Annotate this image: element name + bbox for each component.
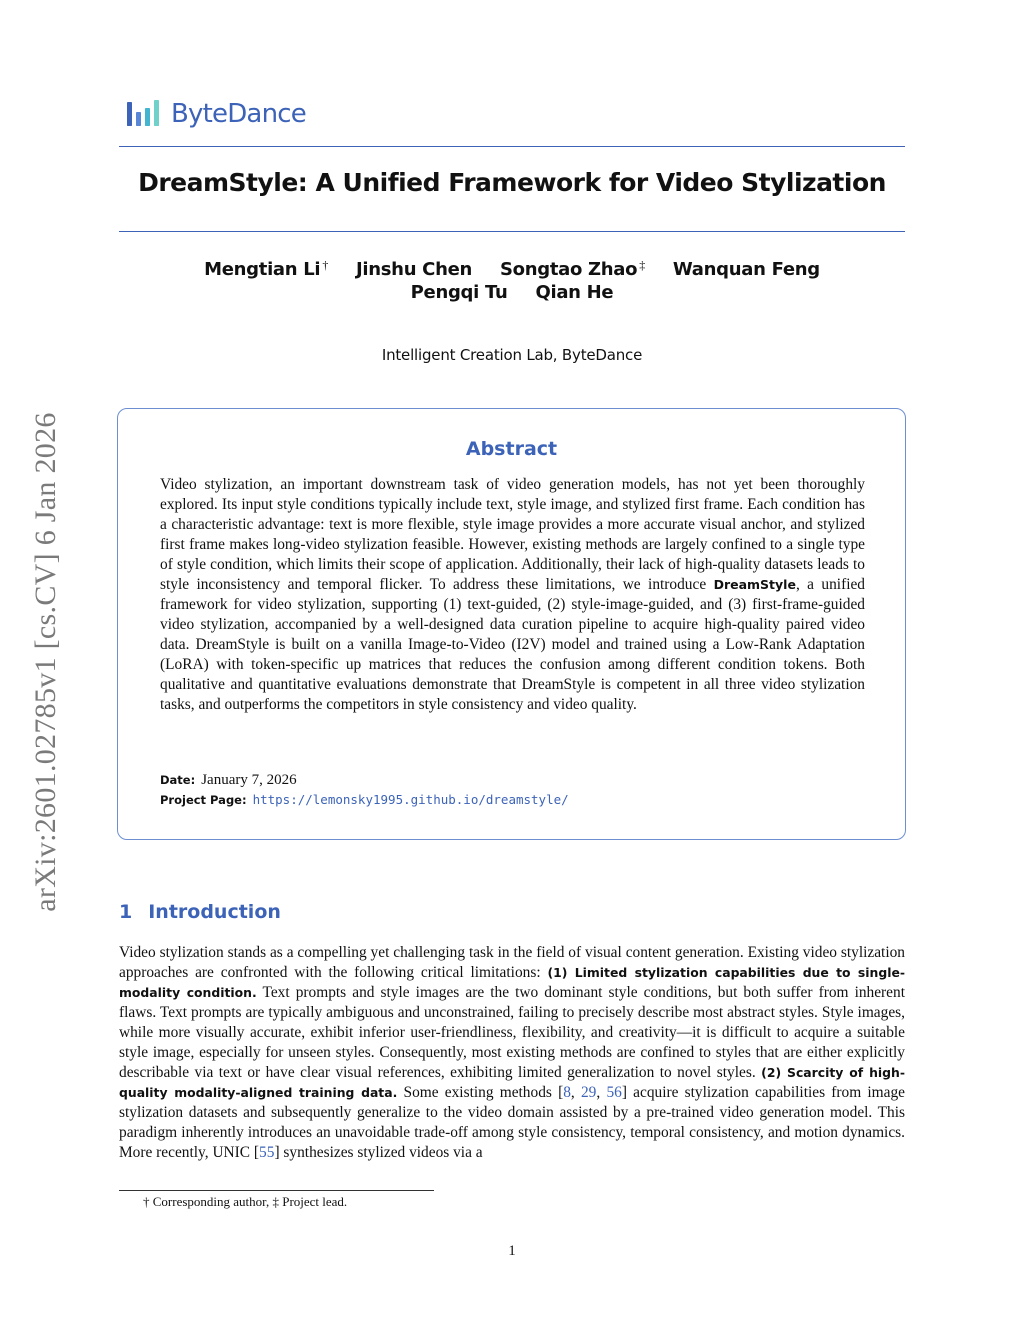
date-label: Date: <box>160 773 196 787</box>
introduction-text: Video stylization stands as a compelling yet challenging task in the field of visual content generation. Existing video stylization approaches are confronted with the following critical limitations: (1) Limited stylization capabilities due to single-modality condition. Text prompts and style images are the two dominant style conditions, but both suffer from inherent flaws. Text prompts are typically ambiguous and unconstrained, failing to precisely describe most abstract styles. Style images, while more visually accurate, exhibit inferior user-friendliness, flexibility, and creativity—it is difficult to acquire a suitable style image, especially for unseen styles. Consequently, most existing methods are confined to styles that are either explicitly describable via text or have clear visual references, exhibiting limited generalization to novel styles. (2) Scarcity of high-quality modality-aligned training data. Some existing methods [8, 29, 56] acquire stylization capabilities from image stylization datasets and subsequently generalize to the video domain assisted by a pre-trained video generation model. This paradigm inherently introduces an unavoidable trade-off among style consistency, temporal consistency, and motion dynamics. More recently, UNIC [55] synthesizes stylized videos via a <box>119 944 905 1161</box>
date-row <box>160 772 297 789</box>
arxiv-identifier-text: arXiv:2601.02785v1 [cs.CV] 6 Jan 2026 <box>29 412 62 912</box>
author: Pengqi Tu <box>410 282 508 303</box>
limitation-1-keyword: (1) Limited stylization capabilities due to single-modality condition. <box>119 965 905 1000</box>
bytedance-logo-text: ByteDance <box>171 99 306 129</box>
author: Qian He <box>535 282 614 303</box>
author: Wanquan Feng <box>672 259 820 280</box>
project-page-label: Project Page: <box>160 793 247 807</box>
citation-link[interactable]: 29 <box>580 1084 597 1101</box>
author-line-2 <box>119 282 905 303</box>
limitation-2-keyword: (2) Scarcity of high-quality modality-aligned training data. <box>119 1065 905 1100</box>
affiliation: Intelligent Creation Lab, ByteDance <box>381 346 643 364</box>
author: Mengtian Li † <box>204 258 329 280</box>
header-rule-bottom <box>119 231 905 232</box>
page-number: 1 <box>508 1243 516 1259</box>
author: Jinshu Chen <box>355 259 473 280</box>
citation-link[interactable]: 55 <box>259 1144 275 1161</box>
bytedance-logo-icon <box>127 99 163 129</box>
bytedance-logo <box>127 98 306 130</box>
abstract-text: Video stylization, an important downstream task of video generation models, has not yet been thoroughly explored. Its input style conditions typically include text, style image, and stylized first frame. Each condition has a characteristic advantage: text is more flexible, style image provides a more accurate visual anchor, and stylized first frame makes long-video stylization feasible. However, existing methods are largely confined to a single type of style condition, which limits their scope of application. Additionally, their lack of high-quality datasets leads to style inconsistency and temporal flicker. To address these limitations, we introduce DreamStyle, a unified framework for video stylization, supporting (1) text-guided, (2) style-image-guided, and (3) first-frame-guided video stylization, accompanied by a well-designed data curation pipeline to acquire high-quality paired video data. DreamStyle is built on a vanilla Image-to-Video (I2V) model and trained using a Low-Rank Adaptation (LoRA) with token-specific up matrices that reduces the confusion among different condition tokens. Both qualitative and quantitative evaluations demonstrate that DreamStyle is competent in all three video stylization tasks, and outperforms the competitors in style consistency and video quality. <box>160 476 866 713</box>
author: Songtao Zhao ‡ <box>500 258 645 280</box>
paper-title: DreamStyle: A Unified Framework for Video Stylization <box>138 168 886 197</box>
section-title: Introduction <box>148 901 281 923</box>
abstract-heading: Abstract <box>465 438 558 460</box>
footnote: † Corresponding author, ‡ Project lead. <box>143 1194 348 1209</box>
project-page-row <box>160 792 569 809</box>
header-rule-top <box>119 146 905 147</box>
dreamstyle-keyword: DreamStyle <box>713 577 796 592</box>
section-number: 1 <box>119 901 133 923</box>
citation-link[interactable]: 8 <box>563 1084 571 1101</box>
footnote-rule <box>119 1190 434 1191</box>
project-page-link[interactable]: https://lemonsky1995.github.io/dreamstyle/ <box>252 792 569 807</box>
section-heading-introduction <box>119 901 281 923</box>
date-value: January 7, 2026 <box>201 772 297 788</box>
citation-link[interactable]: 56 <box>606 1084 622 1101</box>
author-line-1 <box>119 258 905 280</box>
